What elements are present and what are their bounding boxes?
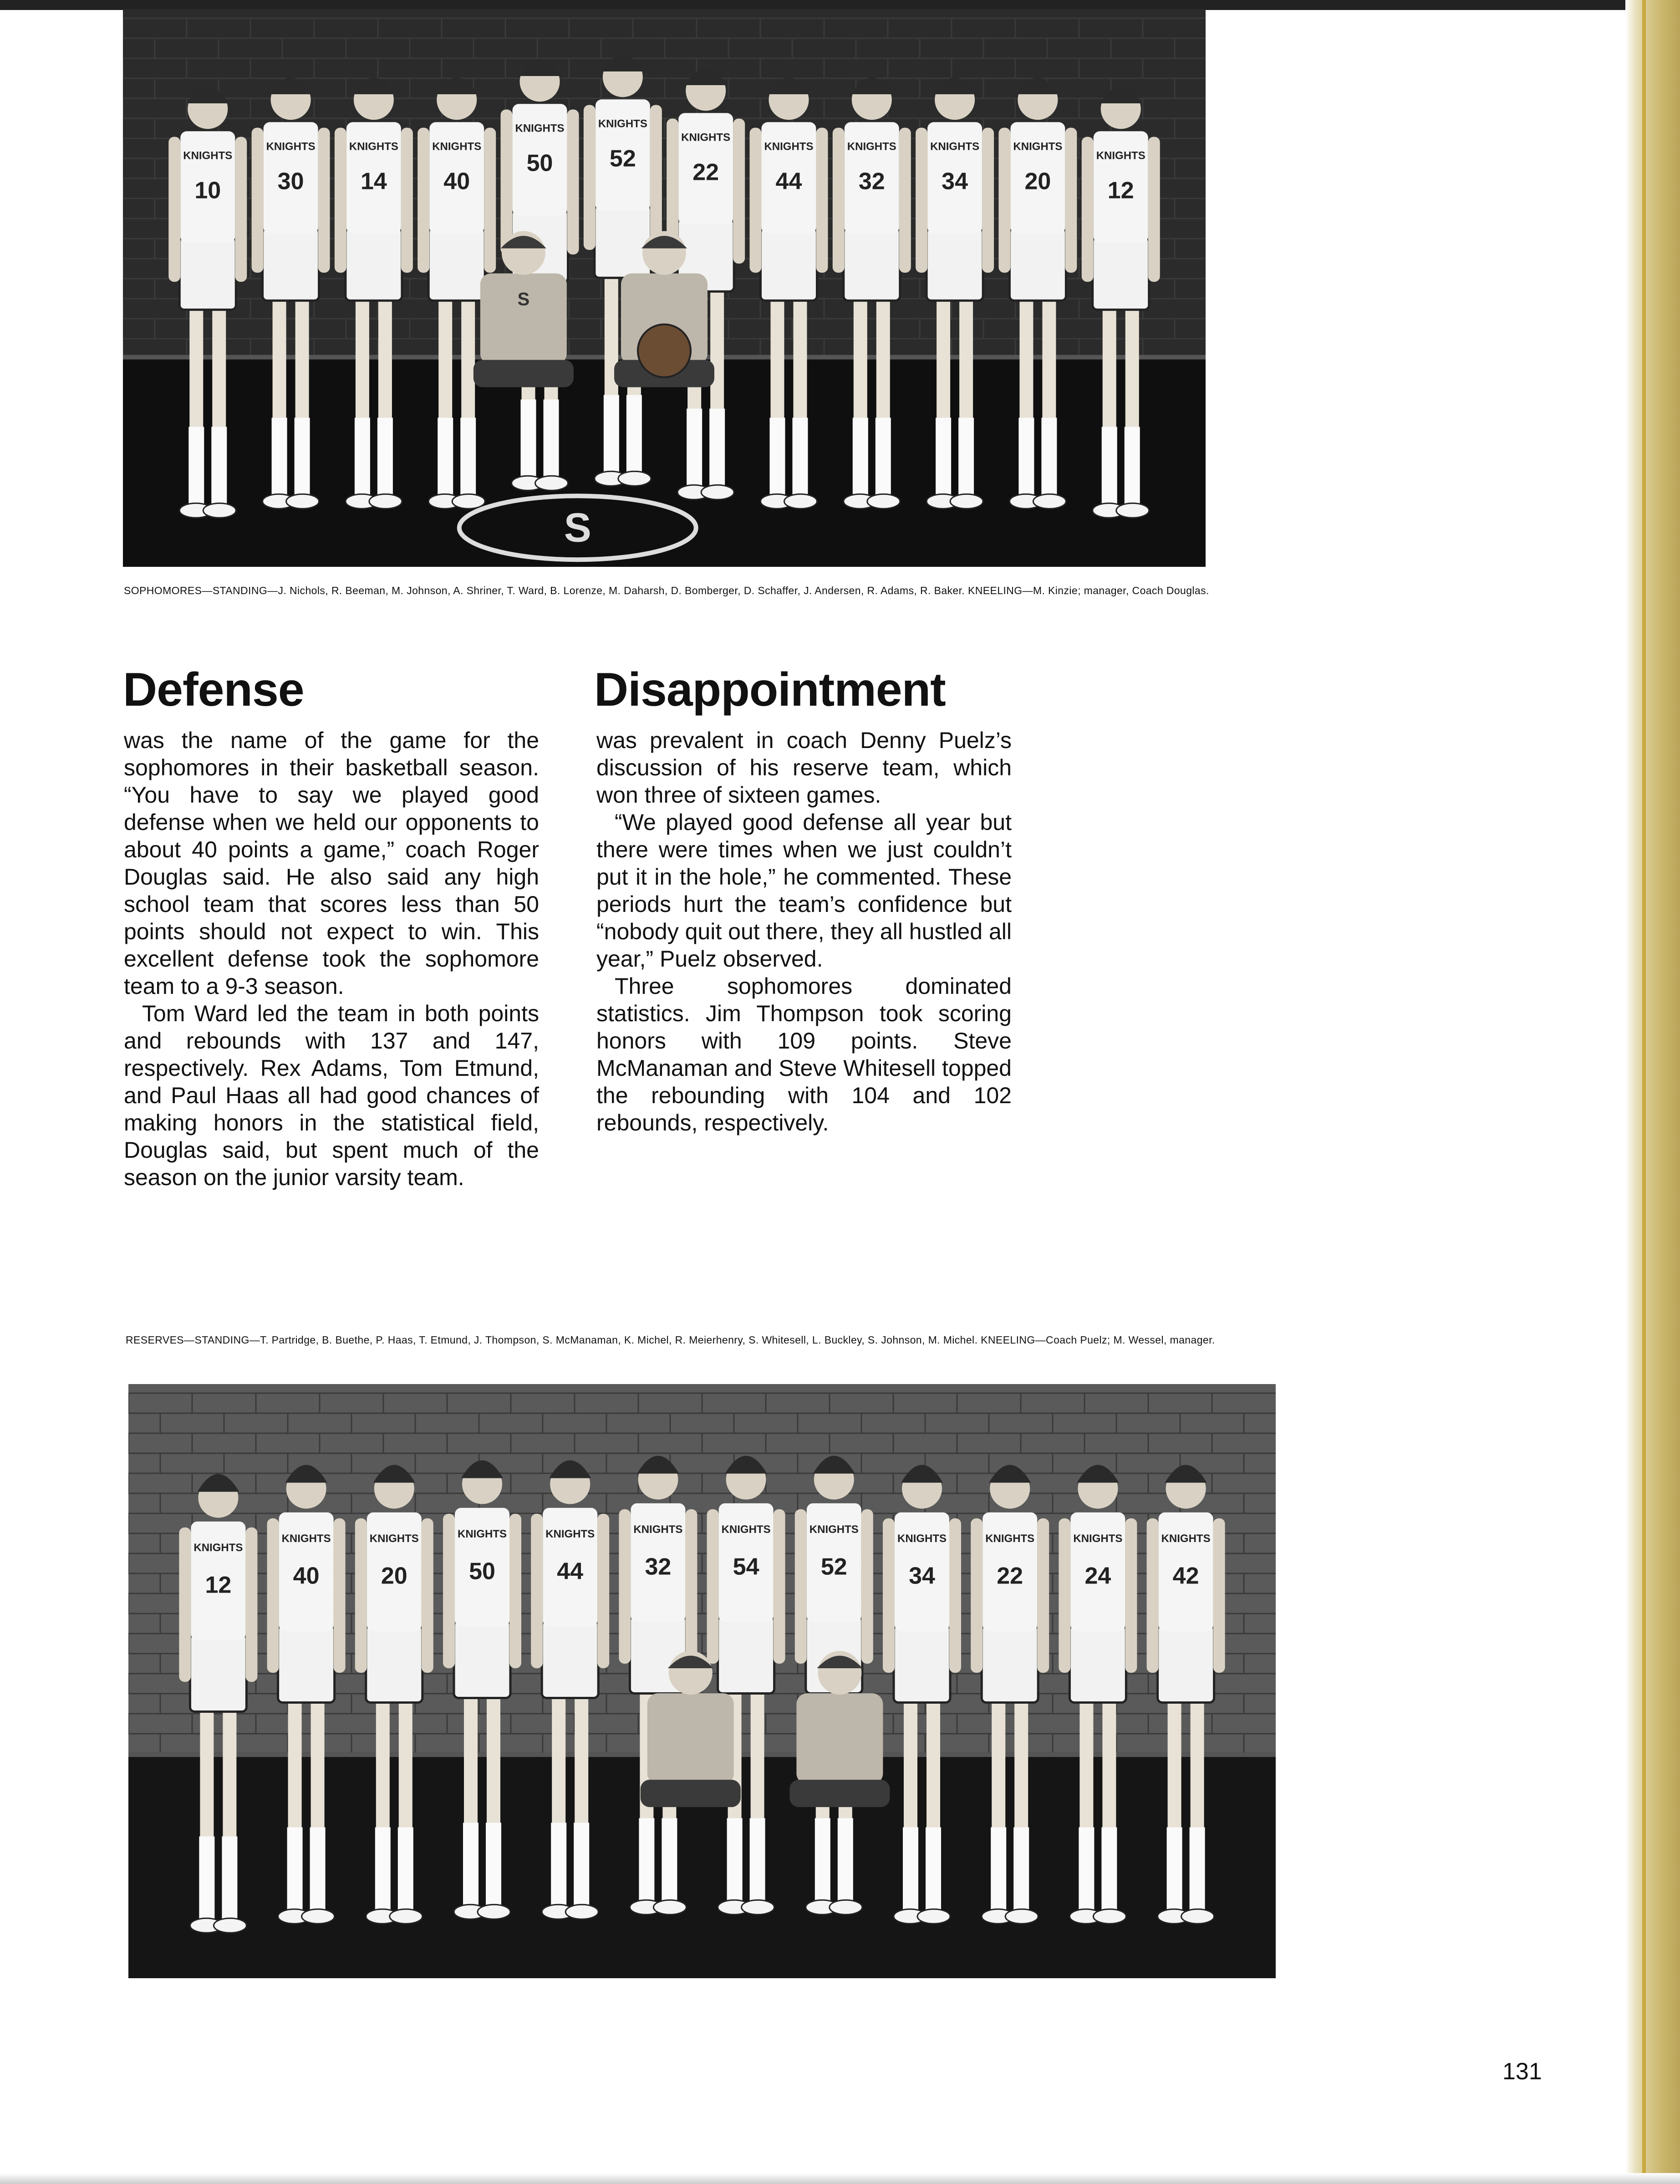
page-top-edge [0, 0, 1680, 10]
jersey-number: 42 [1172, 1563, 1199, 1589]
page-bottom-edge [0, 2173, 1680, 2184]
jersey-lettering: KNIGHTS [897, 1532, 947, 1545]
jersey-number: 50 [469, 1558, 495, 1585]
jersey-lettering: KNIGHTS [183, 149, 233, 162]
binding-edge [1642, 0, 1646, 2184]
jersey-lettering: KNIGHTS [809, 1523, 859, 1536]
jersey-lettering: KNIGHTS [432, 140, 482, 153]
jersey-lettering: KNIGHTS [1073, 1532, 1123, 1545]
jersey-lettering: KNIGHTS [930, 140, 980, 153]
jersey-lettering: KNIGHTS [515, 122, 565, 135]
jersey-number: 22 [997, 1563, 1023, 1589]
page-number: 131 [1502, 2058, 1542, 2085]
jersey-lettering: KNIGHTS [369, 1532, 419, 1545]
jersey-number: 44 [775, 168, 802, 195]
jersey-number: 12 [1107, 177, 1134, 204]
defense-paragraph-1: was the name of the game for the sophomores in their basketball season. “You have to say we played good defense when we held our opponents to about 40 points a game,” coach Roger Douglas said. He also said any high school team that scores less than 50 points should not expect to win. This excellent defense took the sophomore team to a 9-3 season. [124, 728, 539, 999]
jersey-number: 40 [443, 168, 470, 195]
reserves-team-photo [128, 1384, 1276, 1978]
jersey-lettering: KNIGHTS [266, 140, 316, 153]
jersey-lettering: KNIGHTS [764, 140, 814, 153]
jersey-lettering: KNIGHTS [1013, 140, 1063, 153]
jersey-number: 40 [293, 1563, 320, 1589]
reserves-caption: RESERVES—STANDING—T. Partridge, B. Buethe, P. Haas, T. Etmund, J. Thompson, S. McManaman, K. Michel, R. Meierhenry, S. Whitesell, L. Buckley, S. Johnson, M. Michel. KNEELING—Coach Puelz; M. Wessel, manager. [126, 1334, 1215, 1346]
jersey-lettering: KNIGHTS [598, 117, 647, 130]
disappointment-paragraph-3: Three sophomores dominated statistics. Jim Thompson took scoring honors with 109 points. Steve McManaman and Steve Whitesell topped the rebounding with 104 and 102 rebounds, respectively. [596, 973, 1012, 1135]
sophomores-team-photo [123, 9, 1206, 567]
jersey-lettering: KNIGHTS [193, 1542, 243, 1554]
jersey-lettering: KNIGHTS [458, 1528, 507, 1541]
disappointment-article [596, 727, 1012, 1136]
defense-heading: Defense [123, 663, 304, 716]
jersey-number: 32 [858, 168, 885, 195]
jersey-number: 52 [609, 145, 636, 172]
jersey-number: 50 [526, 150, 553, 177]
jersey-number: 30 [277, 168, 304, 195]
jersey-number: 12 [205, 1572, 232, 1599]
disappointment-paragraph-1: was prevalent in coach Denny Puelz’s discussion of his reserve team, which won three of sixteen games. [596, 728, 1012, 808]
basketball [638, 325, 691, 377]
jersey-lettering: KNIGHTS [349, 140, 398, 153]
jersey-number: 54 [733, 1553, 759, 1580]
jersey-lettering: KNIGHTS [545, 1528, 595, 1541]
disappointment-heading: Disappointment [594, 663, 946, 716]
jersey-number: 24 [1084, 1563, 1111, 1589]
jersey-number: 44 [557, 1558, 584, 1585]
jersey-lettering: KNIGHTS [681, 131, 731, 144]
jersey-lettering: KNIGHTS [633, 1523, 683, 1536]
jersey-number: 32 [645, 1553, 672, 1580]
sophomores-caption: SOPHOMORES—STANDING—J. Nichols, R. Beeman, M. Johnson, A. Shriner, T. Ward, B. Lorenze, M. Daharsh, D. Bomberger, D. Schaffer, J. Andersen, R. Adams, R. Baker. KNEELING—M. Kinzie; manager, Coach Douglas. [124, 585, 1209, 596]
jersey-number: 22 [692, 159, 719, 186]
jersey-number: 52 [820, 1553, 847, 1580]
jersey-lettering: KNIGHTS [1161, 1532, 1211, 1545]
disappointment-paragraph-2: “We played good defense all year but there were times when we just couldn’t put it in the hole,” he commented. These periods hurt the team’s confidence but “nobody quit out there, they all hustled all year,” Puelz observed. [596, 809, 1012, 972]
jersey-lettering: KNIGHTS [847, 140, 896, 153]
jersey-number: 20 [381, 1563, 407, 1589]
jersey-lettering: KNIGHTS [1096, 149, 1145, 162]
book-binding [1625, 0, 1680, 2184]
court-logo-letter: S [564, 505, 591, 551]
defense-article [124, 727, 539, 1191]
kneeler-shirt-letter: S [517, 289, 530, 310]
jersey-lettering: KNIGHTS [721, 1523, 771, 1536]
jersey-number: 14 [360, 168, 387, 195]
jersey-number: 10 [194, 177, 221, 204]
jersey-lettering: KNIGHTS [281, 1532, 331, 1545]
jersey-number: 34 [909, 1563, 935, 1589]
jersey-number: 20 [1024, 168, 1051, 195]
jersey-number: 34 [942, 168, 968, 195]
defense-paragraph-2: Tom Ward led the team in both points and rebounds with 137 and 147, respectively. Rex Adams, Tom Etmund, and Paul Haas all had good chances of making honors in the statistical field, Douglas said, but spent much of the season on the junior varsity team. [124, 1001, 539, 1190]
jersey-lettering: KNIGHTS [985, 1532, 1035, 1545]
